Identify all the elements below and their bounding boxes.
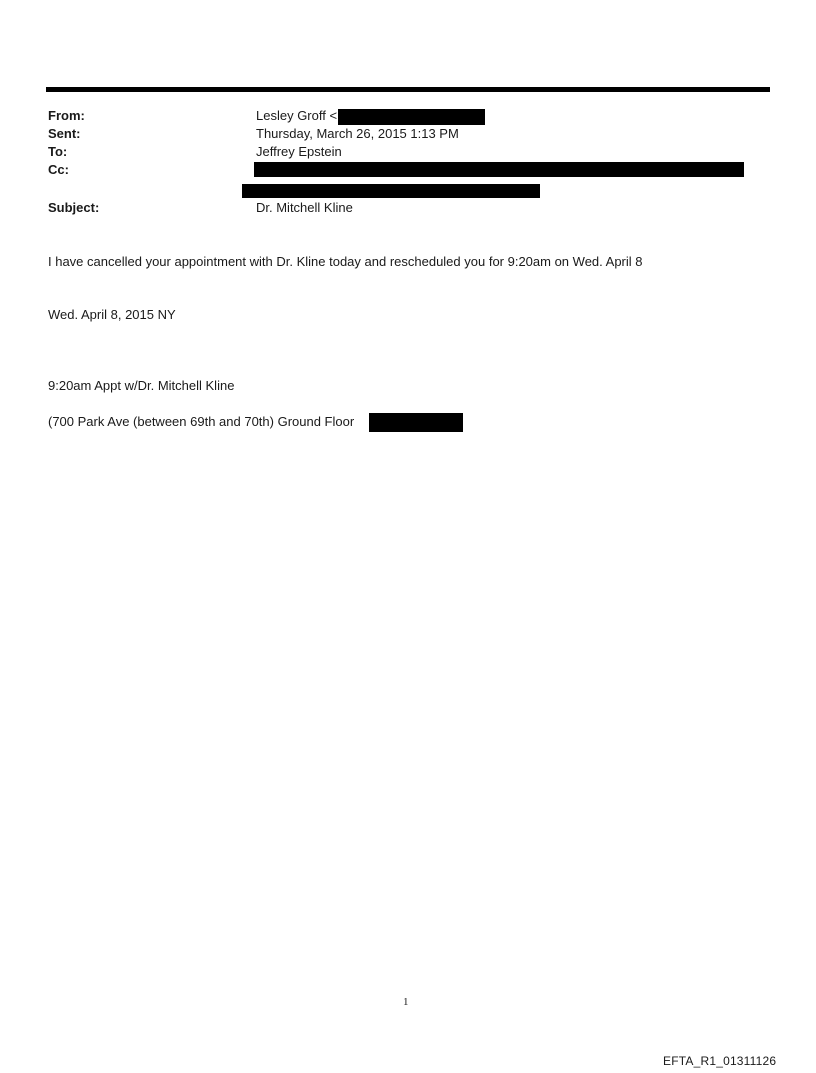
to-value: Jeffrey Epstein	[256, 144, 342, 159]
header-divider	[46, 87, 770, 92]
redaction-cc-line-1	[254, 162, 744, 177]
subject-label: Subject:	[48, 200, 100, 215]
redaction-cc-line-2	[242, 184, 540, 198]
page-number: 1	[403, 996, 409, 1008]
redaction-from-email	[338, 109, 485, 125]
cc-label: Cc:	[48, 162, 69, 177]
body-line-address: (700 Park Ave (between 69th and 70th) Ground Floor	[48, 414, 355, 429]
from-value: Lesley Groff <	[256, 108, 338, 123]
sent-label: Sent:	[48, 126, 81, 141]
sent-value: Thursday, March 26, 2015 1:13 PM	[256, 126, 459, 141]
body-line-appointment: 9:20am Appt w/Dr. Mitchell Kline	[48, 378, 235, 393]
to-label: To:	[48, 144, 68, 159]
body-line-cancelled: I have cancelled your appointment with Dr. Kline today and rescheduled you for 9:20am on Wed. April 8	[48, 254, 643, 269]
body-line-date: Wed. April 8, 2015 NY	[48, 307, 176, 322]
from-label: From:	[48, 108, 85, 123]
document-id: EFTA_R1_01311126	[663, 1054, 777, 1068]
subject-value: Dr. Mitchell Kline	[256, 200, 353, 215]
redaction-address	[369, 413, 463, 432]
